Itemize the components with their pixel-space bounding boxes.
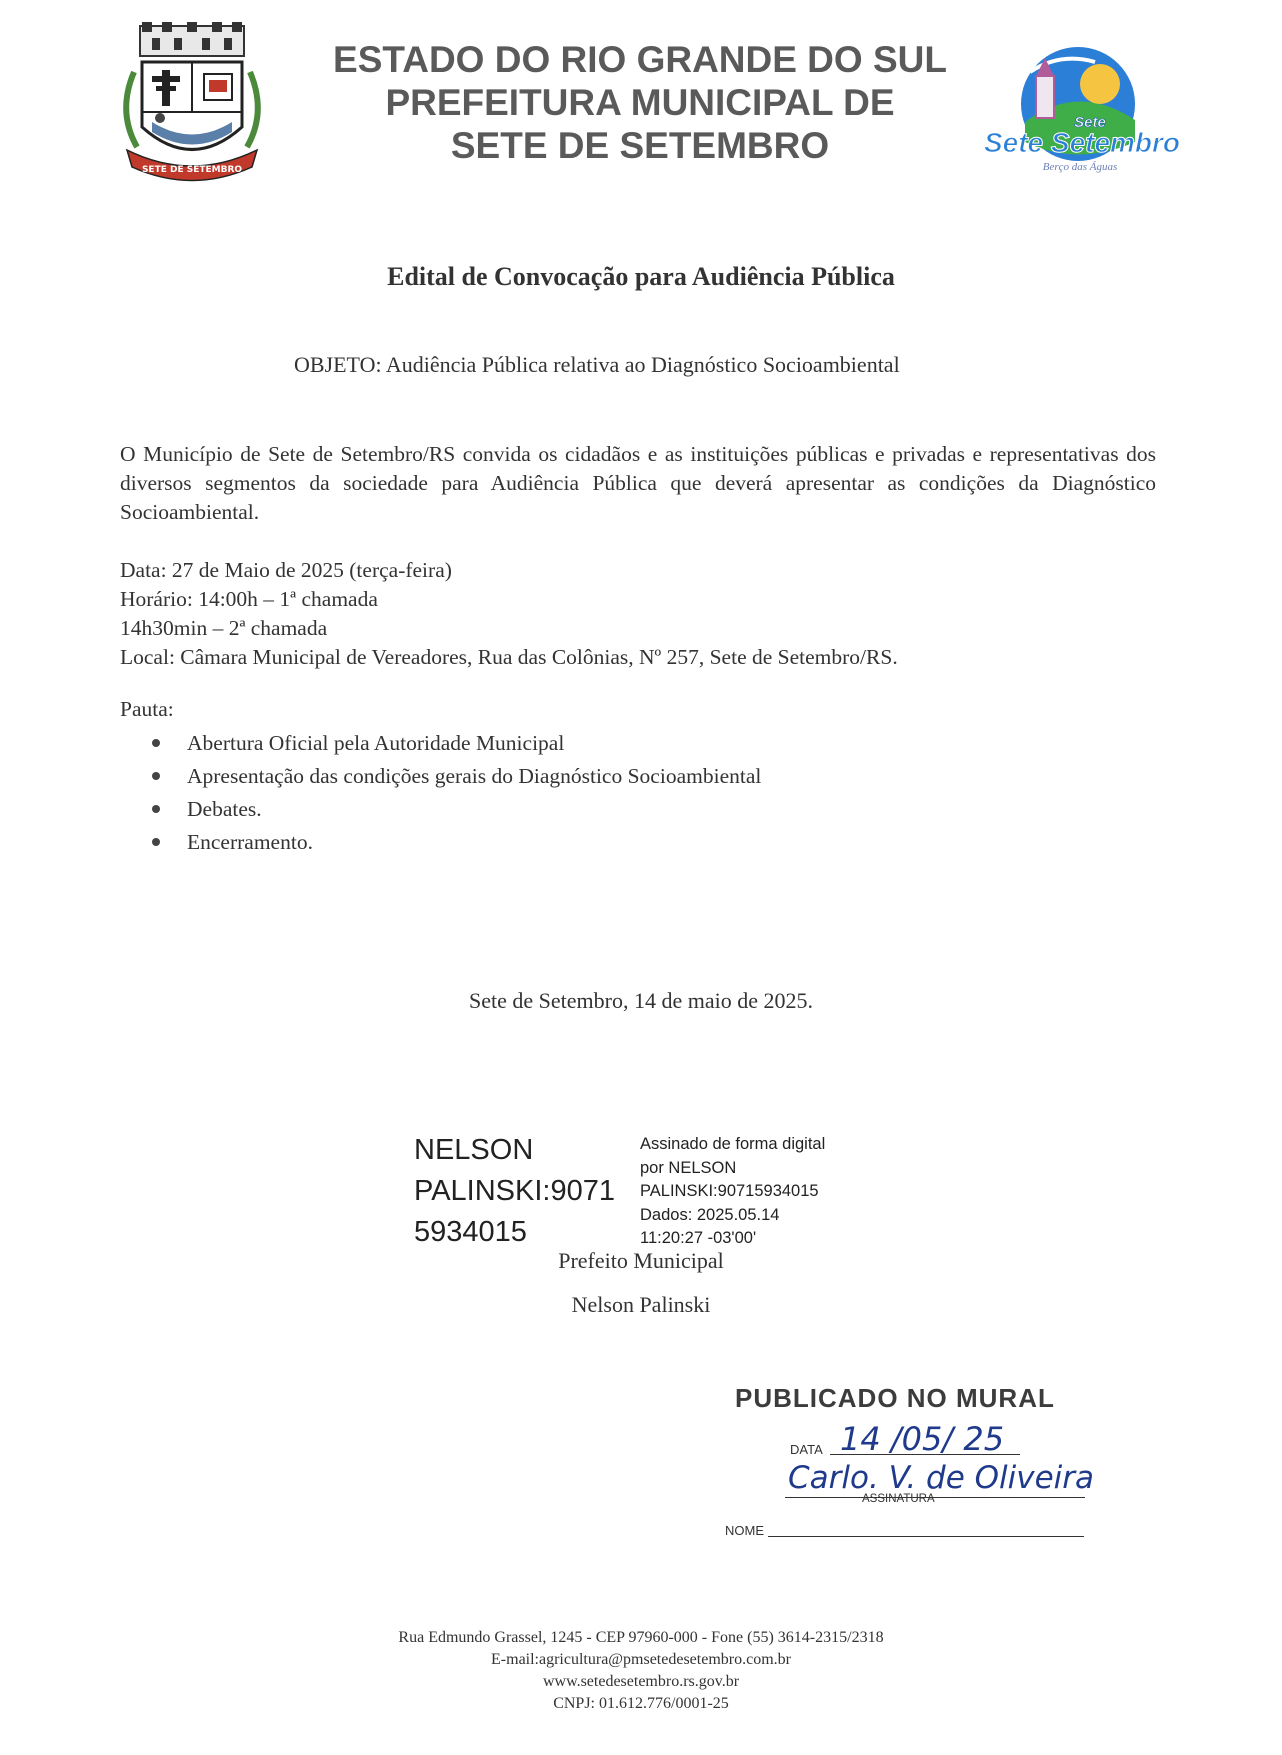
signature-name-line: NELSON [414,1134,534,1166]
list-item [152,793,761,826]
signature-name-line: 5934015 [414,1216,527,1248]
document-title: Edital de Convocação para Audiência Pública [387,262,895,291]
footer-address: Rua Edmundo Grassel, 1245 - CEP 97960-000 - Fone (55) 3614-2315/2318 [398,1629,884,1646]
svg-text:Sete: Sete [1074,114,1106,131]
header-title-line: ESTADO DO RIO GRANDE DO SUL [333,39,947,80]
footer-cnpj: CNPJ: 01.612.776/0001-25 [553,1695,729,1712]
stamp-name-label: NOME [725,1523,764,1538]
signature-detail-line: 11:20:27 -03'00' [640,1229,757,1247]
header-title-line: SETE DE SETEMBRO [450,125,830,166]
signature-detail-line: Dados: 2025.05.14 [640,1205,780,1224]
header-title-line: PREFEITURA MUNICIPAL DE [385,82,895,123]
event-time-second-call: 14h30min – 2ª chamada [120,616,328,640]
signer-name: Nelson Palinski [571,1292,711,1317]
intro-paragraph: O Município de Sete de Setembro/RS convida os cidadãos e as instituições públicas e privadas e representativas dos diversos segmentos da sociedade para Audiência Pública que deverá apresentar as condições da Diagnóstico Socioambiental. [120,442,1156,524]
signature-name-line: PALINSKI:9071 [414,1175,615,1207]
stamp-date-handwritten: 14 /05/ 25 [840,1420,1005,1458]
stamp-name-line [768,1536,1084,1537]
agenda-item-text: Debates. [187,797,262,821]
signer-role: Prefeito Municipal [558,1248,724,1273]
bullet-icon [152,838,160,846]
logo-wordmark: Sete Setembro [983,127,1181,158]
digital-signature-name [414,1130,615,1253]
footer-contact [0,1627,1282,1715]
coat-of-arms-ribbon-text: SETE DE SETEMBRO [141,165,243,175]
stamp-date-label: DATA [790,1442,823,1457]
agenda-list [152,727,761,859]
footer-website: www.setedesetembro.rs.gov.br [542,1673,740,1690]
digital-signature-details [640,1133,825,1251]
sete-setembro-logo-icon [983,42,1181,182]
event-time-first-call: Horário: 14:00h – 1ª chamada [120,587,378,611]
list-item [152,760,761,793]
header-title [300,38,980,167]
agenda-item-text: Encerramento. [187,830,313,854]
agenda-label: Pauta: [120,697,174,721]
municipal-coat-of-arms-icon [112,22,272,187]
list-item [152,727,761,760]
agenda-item-text: Apresentação das condições gerais do Diagnóstico Socioambiental [187,764,762,788]
stamp-signature-label: ASSINATURA [862,1493,935,1505]
footer-email: E-mail:agricultura@pmsetedesetembro.com.br [491,1651,791,1668]
signature-detail-line: Assinado de forma digital [640,1135,826,1153]
bullet-icon [152,805,160,813]
signature-detail-line: PALINSKI:90715934015 [640,1182,819,1200]
agenda-item-text: Abertura Oficial pela Autoridade Municipal [187,731,565,755]
place-and-date: Sete de Setembro, 14 de maio de 2025. [469,988,813,1013]
signature-detail-line: por NELSON [640,1158,737,1177]
event-info [120,556,898,672]
logo-tagline: Berço das Águas [1042,161,1118,173]
stamp-signature-line [785,1497,1085,1498]
list-item [152,826,761,859]
bullet-icon [152,739,160,747]
event-location: Local: Câmara Municipal de Vereadores, Rua das Colônias, Nº 257, Sete de Setembro/RS. [120,645,898,669]
stamp-handwritten-signature: Carlo. V. de Oliveira [788,1460,1095,1496]
event-date: Data: 27 de Maio de 2025 (terça-feira) [120,558,452,582]
published-stamp-title: PUBLICADO NO MURAL [735,1383,1055,1413]
document-objeto: OBJETO: Audiência Pública relativa ao Diagnóstico Socioambiental [294,352,900,377]
bullet-icon [152,772,160,780]
